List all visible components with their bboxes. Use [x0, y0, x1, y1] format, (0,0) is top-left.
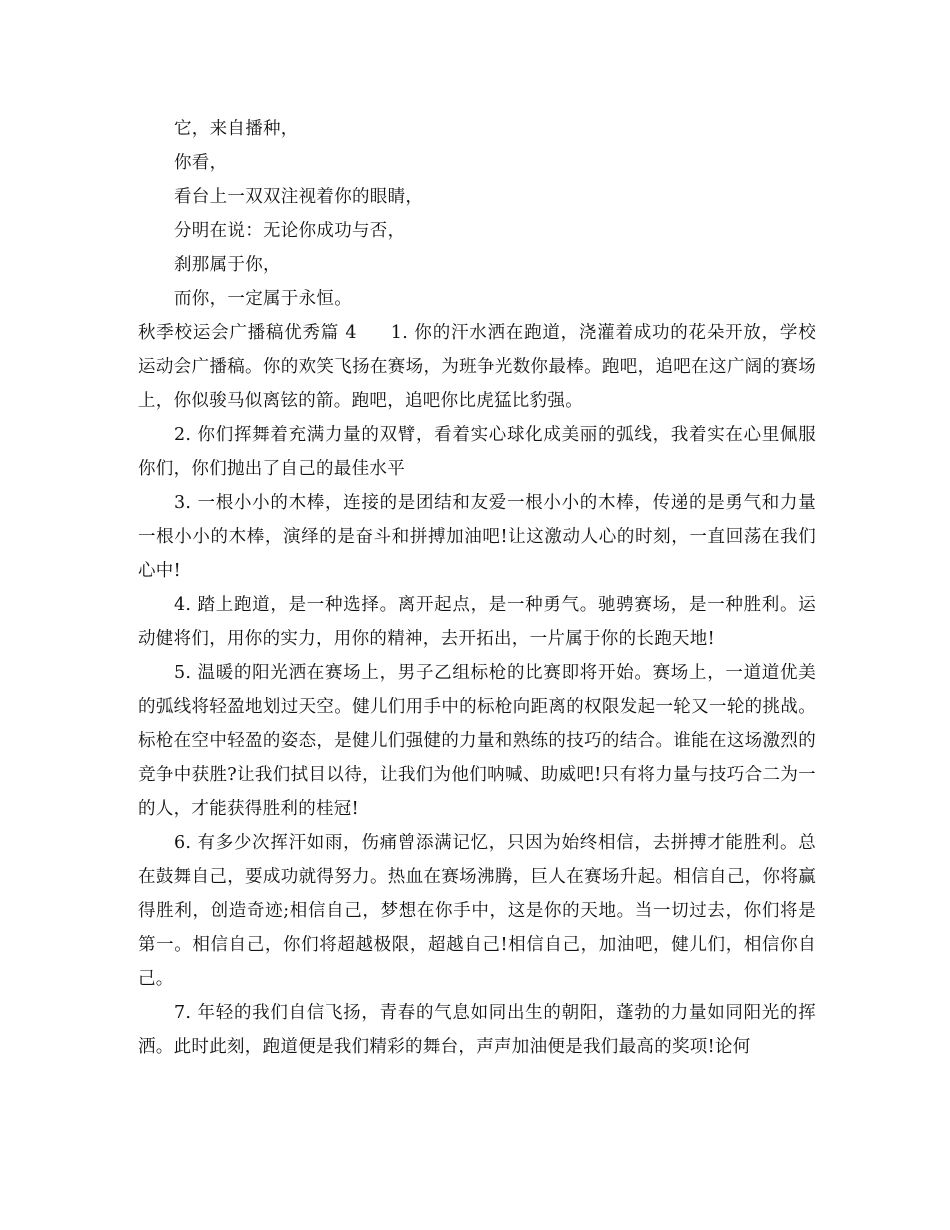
poem-line: 分明在说：无论你成功与否， [174, 221, 406, 241]
paragraph: 7. 年轻的我们自信飞扬，青春的气息如同出生的朝阳，蓬勃的力量如同阳光的挥洒。此时此刻，跑道便是我们精彩的舞台，声声加油便是我们最高的奖项!论何 [138, 1003, 816, 1057]
paragraph: 2. 你们挥舞着充满力量的双臂，看着实心球化成美丽的弧线，我着实在心里佩服你们，你们抛出了自己的最佳水平 [138, 425, 816, 479]
section-paragraph-1 [138, 316, 816, 418]
paragraph: 4. 踏上跑道，是一种选择。离开起点，是一种勇气。驰骋赛场，是一种胜利。运动健将们，用你的实力，用你的精神，去开拓出，一片属于你的长跑天地! [138, 595, 816, 649]
poem-line: 它，来自播种， [174, 119, 299, 139]
section-heading: 秋季校运会广播稿优秀篇 4 [138, 323, 357, 343]
paragraph-text: 1. 你的汗水洒在跑道，浇灌着成功的花朵开放，学校运动会广播稿。你的欢笑飞扬在赛场，为班争光数你最棒。跑吧，追吧在这广阔的赛场上，你似骏马似离铉的箭。跑吧，追吧你比虎猛比豹强。 [138, 323, 816, 411]
document-body [138, 112, 816, 1064]
poem-line: 你看， [174, 153, 228, 173]
paragraph: 6. 有多少次挥汗如雨，伤痛曾添满记忆，只因为始终相信，去拼搏才能胜利。总在鼓舞自己，要成功就得努力。热血在赛场沸腾，巨人在赛场升起。相信自己，你将赢得胜利，创造奇迹;相信自己，梦想在你手中，这是你的天地。当一切过去，你们将是第一。相信自己，你们将超越极限，超越自己!相信自己，加油吧，健儿们，相信你自己。 [138, 833, 816, 989]
paragraph: 5. 温暖的阳光洒在赛场上，男子乙组标枪的比赛即将开始。赛场上，一道道优美的弧线将轻盈地划过天空。健儿们用手中的标枪向距离的权限发起一轮又一轮的挑战。标枪在空中轻盈的姿态，是健儿们强健的力量和熟练的技巧的结合。谁能在这场激烈的竞争中获胜?让我们拭目以待，让我们为他们呐喊、助威吧!只有将力量与技巧合二为一的人，才能获得胜利的桂冠! [138, 663, 816, 819]
poem-line: 刹那属于你， [174, 255, 281, 275]
poem-line: 看台上一双双注视着你的眼睛， [174, 187, 424, 207]
paragraph: 3. 一根小小的木棒，连接的是团结和友爱一根小小的木棒，传递的是勇气和力量一根小小的木棒，演绎的是奋斗和拼搏加油吧!让这激动人心的时刻，一直回荡在我们心中! [138, 493, 816, 581]
poem-line: 而你，一定属于永恒。 [174, 289, 352, 309]
